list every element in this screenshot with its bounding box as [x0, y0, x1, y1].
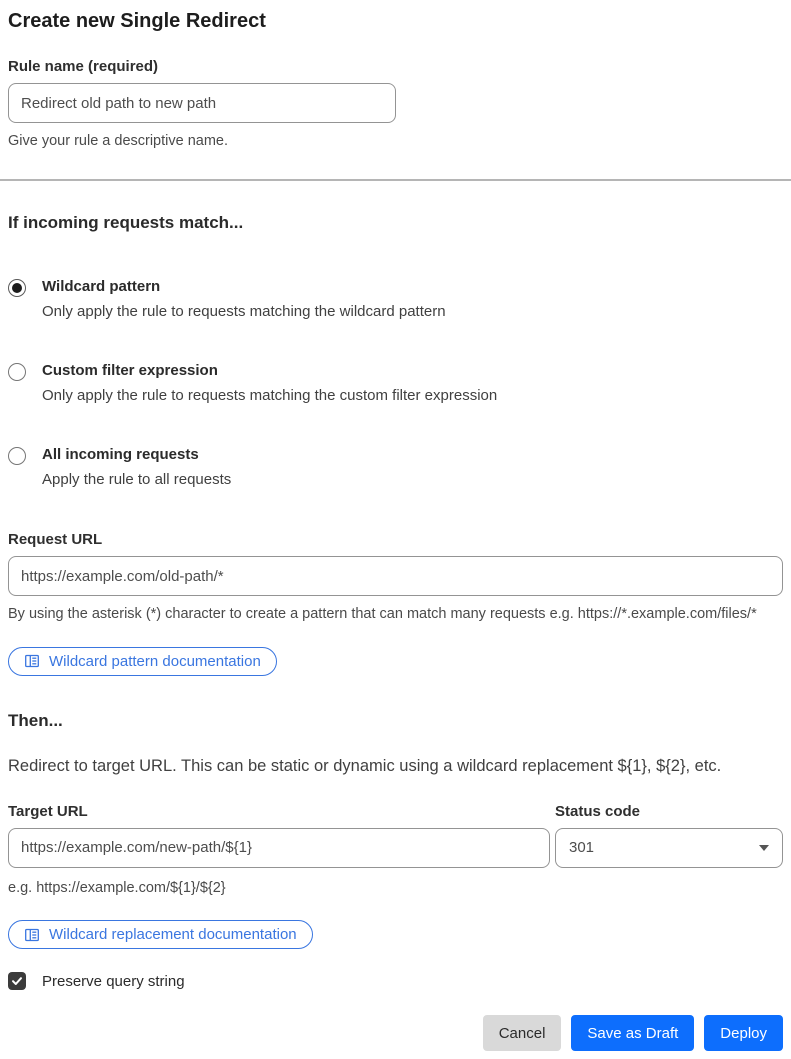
request-url-help: By using the asterisk (*) character to create a pattern that can match many requests e.g. https://*.example.com/files/* [8, 606, 757, 623]
preserve-query-string-label[interactable]: Preserve query string [42, 972, 185, 990]
wildcard-pattern-documentation-button[interactable] [8, 647, 277, 676]
radio-button-selected-icon[interactable] [8, 279, 26, 297]
form-actions [8, 1015, 783, 1051]
request-url-field [8, 531, 783, 625]
status-code-field [555, 803, 783, 899]
radio-option-all-incoming-requests[interactable] [8, 446, 783, 488]
save-as-draft-button[interactable]: Save as Draft [571, 1015, 694, 1051]
page-title: Create new Single Redirect [8, 10, 266, 32]
radio-button-icon[interactable] [8, 447, 26, 465]
open-book-icon [24, 653, 40, 669]
radio-option-label[interactable]: All incoming requests [42, 446, 199, 464]
target-url-input[interactable] [8, 828, 550, 868]
radio-option-description: Only apply the rule to requests matching the wildcard pattern [42, 303, 446, 321]
wildcard-replacement-documentation-button[interactable] [8, 920, 313, 949]
request-url-label: Request URL [8, 531, 103, 549]
doc-button-label: Wildcard pattern documentation [49, 652, 261, 670]
rule-name-field [8, 58, 783, 152]
doc-button-label: Wildcard replacement documentation [49, 926, 297, 944]
radio-option-wildcard-pattern[interactable] [8, 278, 783, 320]
target-url-label: Target URL [8, 802, 88, 820]
section-divider [0, 179, 791, 181]
checkbox-checked-icon[interactable] [8, 972, 26, 990]
rule-name-help: Give your rule a descriptive name. [8, 133, 229, 149]
target-url-help: e.g. https://example.com/${1}/${2} [8, 879, 226, 896]
cancel-button[interactable]: Cancel [483, 1015, 562, 1051]
rule-name-label: Rule name (required) [8, 58, 159, 75]
target-url-field [8, 803, 550, 899]
radio-option-description: Only apply the rule to requests matching the custom filter expression [42, 387, 498, 405]
radio-button-icon[interactable] [8, 363, 26, 381]
match-section-heading: If incoming requests match... [8, 213, 244, 233]
open-book-icon [24, 927, 40, 943]
radio-option-label[interactable]: Custom filter expression [42, 362, 218, 380]
deploy-button[interactable]: Deploy [704, 1015, 783, 1051]
status-code-selected-value: 301 [569, 839, 595, 857]
target-url-status-row [8, 803, 783, 899]
chevron-down-icon [759, 845, 769, 851]
request-url-input[interactable] [8, 556, 783, 596]
then-section-description: Redirect to target URL. This can be static or dynamic using a wildcard replacement ${1}, ${2}, etc. [8, 756, 722, 775]
preserve-query-string-option[interactable] [8, 972, 783, 990]
status-code-select[interactable] [555, 828, 783, 868]
radio-option-custom-filter-expression[interactable] [8, 362, 783, 404]
radio-option-description: Apply the rule to all requests [42, 471, 232, 489]
rule-name-input[interactable] [8, 83, 396, 123]
then-section-heading: Then... [8, 710, 63, 730]
radio-option-label[interactable]: Wildcard pattern [42, 278, 161, 296]
status-code-label: Status code [555, 802, 641, 820]
